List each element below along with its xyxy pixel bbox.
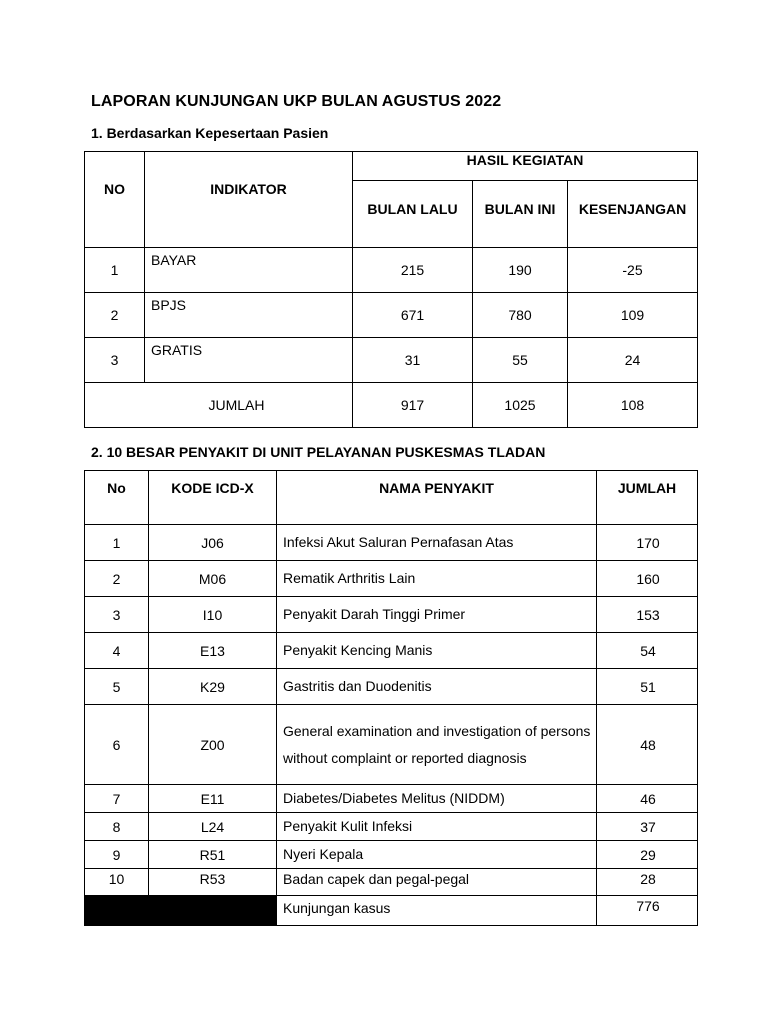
row-no: 3 — [85, 338, 145, 383]
row-jumlah: 46 — [597, 785, 698, 813]
disease-table — [84, 470, 698, 926]
header-no: No — [85, 471, 149, 525]
table-row — [85, 633, 698, 669]
row-nama: Gastritis dan Duodenitis — [277, 669, 597, 705]
table-row — [85, 561, 698, 597]
header-hasil-kegiatan: HASIL KEGIATAN — [353, 152, 698, 181]
row-kode: M06 — [149, 561, 277, 597]
total-bulan-lalu: 917 — [353, 383, 473, 428]
row-bulan-ini: 780 — [473, 293, 568, 338]
total-label: JUMLAH — [85, 383, 353, 428]
row-jumlah: 160 — [597, 561, 698, 597]
row-kode: K29 — [149, 669, 277, 705]
table-row — [85, 813, 698, 841]
row-bulan-lalu: 31 — [353, 338, 473, 383]
row-no: 3 — [85, 597, 149, 633]
row-kode: E11 — [149, 785, 277, 813]
row-no: 1 — [85, 525, 149, 561]
membership-table — [84, 151, 698, 428]
row-no: 9 — [85, 841, 149, 869]
page-title: LAPORAN KUNJUNGAN UKP BULAN AGUSTUS 2022 — [91, 93, 502, 110]
section-2-title: 2. 10 BESAR PENYAKIT DI UNIT PELAYANAN PUSKESMAS TLADAN — [91, 444, 546, 460]
table-row — [85, 669, 698, 705]
row-no: 8 — [85, 813, 149, 841]
row-no: 1 — [85, 248, 145, 293]
row-nama: Infeksi Akut Saluran Pernafasan Atas — [277, 525, 597, 561]
total-row — [85, 896, 698, 926]
row-bulan-ini: 55 — [473, 338, 568, 383]
table-row — [85, 705, 698, 785]
row-indikator: GRATIS — [145, 338, 353, 383]
row-nama: Rematik Arthritis Lain — [277, 561, 597, 597]
total-label: Kunjungan kasus — [277, 896, 597, 926]
header-no: NO — [85, 152, 145, 248]
row-bulan-lalu: 671 — [353, 293, 473, 338]
row-nama: Diabetes/Diabetes Melitus (NIDDM) — [277, 785, 597, 813]
header-bulan-lalu: BULAN LALU — [353, 181, 473, 248]
row-nama: Penyakit Kencing Manis — [277, 633, 597, 669]
row-jumlah: 51 — [597, 669, 698, 705]
table-row — [85, 785, 698, 813]
row-kode: R53 — [149, 869, 277, 896]
row-kode: E13 — [149, 633, 277, 669]
row-jumlah: 29 — [597, 841, 698, 869]
row-jumlah: 170 — [597, 525, 698, 561]
row-jumlah: 28 — [597, 869, 698, 896]
header-bulan-ini: BULAN INI — [473, 181, 568, 248]
row-nama: Penyakit Darah Tinggi Primer — [277, 597, 597, 633]
row-no: 10 — [85, 869, 149, 896]
row-bulan-ini: 190 — [473, 248, 568, 293]
total-kesenjangan: 108 — [568, 383, 698, 428]
row-no: 2 — [85, 561, 149, 597]
row-jumlah: 54 — [597, 633, 698, 669]
row-nama: Nyeri Kepala — [277, 841, 597, 869]
table-row — [85, 869, 698, 896]
total-jumlah: 776 — [597, 896, 698, 926]
total-row — [85, 383, 698, 428]
table-row — [85, 248, 698, 293]
row-no: 4 — [85, 633, 149, 669]
header-nama: NAMA PENYAKIT — [277, 471, 597, 525]
row-kesenjangan: 109 — [568, 293, 698, 338]
row-no: 5 — [85, 669, 149, 705]
row-indikator: BAYAR — [145, 248, 353, 293]
row-no: 2 — [85, 293, 145, 338]
header-kode: KODE ICD-X — [149, 471, 277, 525]
row-indikator: BPJS — [145, 293, 353, 338]
header-indikator: INDIKATOR — [145, 152, 353, 248]
row-kesenjangan: 24 — [568, 338, 698, 383]
row-nama: Penyakit Kulit Infeksi — [277, 813, 597, 841]
row-nama: General examination and investigation of persons without complaint or reported diagnosis — [277, 705, 597, 785]
row-no: 6 — [85, 705, 149, 785]
table-row — [85, 841, 698, 869]
table-row — [85, 338, 698, 383]
section-1-title: 1. Berdasarkan Kepesertaan Pasien — [91, 125, 329, 141]
row-kode: Z00 — [149, 705, 277, 785]
row-jumlah: 37 — [597, 813, 698, 841]
row-kode: J06 — [149, 525, 277, 561]
row-no: 7 — [85, 785, 149, 813]
table-row — [85, 525, 698, 561]
row-jumlah: 48 — [597, 705, 698, 785]
row-nama: Badan capek dan pegal-pegal — [277, 869, 597, 896]
row-kesenjangan: -25 — [568, 248, 698, 293]
row-kode: L24 — [149, 813, 277, 841]
redacted-block — [85, 896, 277, 926]
header-jumlah: JUMLAH — [597, 471, 698, 525]
row-kode: R51 — [149, 841, 277, 869]
row-bulan-lalu: 215 — [353, 248, 473, 293]
row-kode: I10 — [149, 597, 277, 633]
table-row — [85, 293, 698, 338]
row-jumlah: 153 — [597, 597, 698, 633]
total-bulan-ini: 1025 — [473, 383, 568, 428]
table-row — [85, 597, 698, 633]
header-kesenjangan: KESENJANGAN — [568, 181, 698, 248]
